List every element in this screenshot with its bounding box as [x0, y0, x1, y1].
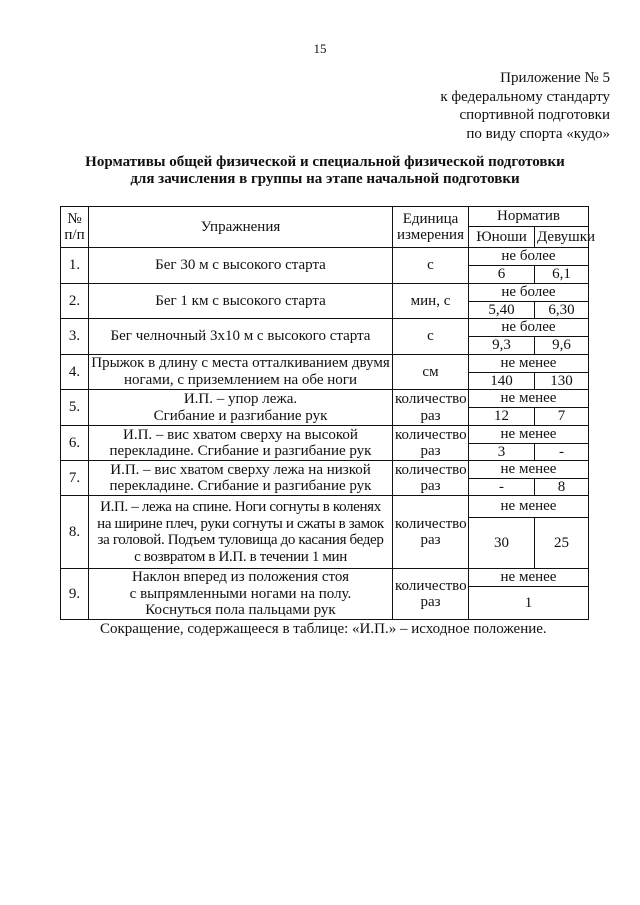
table-row	[61, 319, 589, 337]
unit-line: см	[422, 363, 439, 380]
table-row	[61, 248, 589, 266]
header-boys: Юноши	[469, 227, 535, 248]
unit-cell	[393, 426, 469, 461]
row-number: 3.	[61, 319, 89, 355]
exercise-cell	[89, 569, 393, 620]
exercise-cell	[89, 390, 393, 426]
exercise-line: Бег челночный 3х10 м с высокого старта	[110, 328, 371, 344]
exercise-line: за головой. Подъем туловища до касания бедер	[97, 532, 384, 548]
norm-value-boys: -	[469, 478, 535, 496]
unit-line: количество	[395, 515, 467, 532]
norm-value-girls: 7	[535, 408, 589, 426]
exercise-cell	[89, 283, 393, 319]
exercise-line: И.П. – упор лежа.	[183, 391, 298, 407]
exercise-line: с возвратом в И.П. в течении 1 мин	[134, 548, 347, 565]
header-row	[61, 207, 589, 227]
row-number: 2.	[61, 283, 89, 319]
exercise-line: Бег 1 км с высокого старта	[155, 292, 326, 309]
unit-line: с	[427, 328, 434, 344]
exercise-cell	[89, 319, 393, 355]
appendix-heading	[440, 69, 610, 143]
exercise-line: ногами, с приземлением на обе ноги	[124, 371, 357, 388]
norm-condition: не менее	[469, 426, 589, 444]
unit-cell	[393, 283, 469, 319]
unit-line: количество	[395, 426, 467, 443]
norm-value-girls: 9,6	[535, 337, 589, 355]
unit-line: раз	[420, 443, 441, 459]
header-norm: Норматив	[469, 207, 589, 227]
table-row	[61, 496, 589, 518]
unit-line: раз	[420, 407, 441, 424]
norm-value-boys: 30	[469, 518, 535, 569]
document-title	[60, 154, 590, 188]
norm-value-boys: 3	[469, 443, 535, 461]
norms-table	[60, 206, 596, 620]
exercise-line: Коснуться пола пальцами рук	[145, 602, 336, 619]
row-number: 6.	[61, 426, 89, 461]
unit-cell	[393, 569, 469, 620]
exercise-line: Сгибание и разгибание рук	[153, 407, 328, 424]
norms-table-body	[61, 207, 596, 620]
exercise-cell	[89, 354, 393, 390]
row-number: 7.	[61, 461, 89, 496]
header-unit: Единица измерения	[393, 207, 469, 248]
exercise-cell	[89, 496, 393, 569]
exercise-cell	[89, 248, 393, 284]
row-number: 8.	[61, 496, 89, 569]
page-number: 15	[313, 41, 327, 56]
norm-value-girls: 25	[535, 518, 589, 569]
norm-value-girls: -	[535, 443, 589, 461]
exercise-line: перекладине. Сгибание и разгибание рук	[109, 443, 372, 459]
title-line: Нормативы общей физической и специальной физической подготовки	[85, 154, 565, 170]
norm-condition: не более	[469, 319, 589, 337]
exercise-line: с выпрямленными ногами на полу.	[129, 585, 352, 602]
exercise-cell	[89, 461, 393, 496]
norm-value-girls: 130	[535, 372, 589, 390]
norm-condition: не менее	[469, 496, 589, 518]
norm-condition: не менее	[469, 354, 589, 372]
appendix-line: по виду спорта «кудо»	[466, 125, 610, 142]
norm-value-girls: 6,30	[535, 301, 589, 319]
unit-cell	[393, 461, 469, 496]
unit-line: количество	[395, 577, 467, 594]
norm-condition: не менее	[469, 461, 589, 479]
row-number: 5.	[61, 390, 89, 426]
table-row	[61, 390, 589, 408]
unit-line: с	[427, 257, 434, 273]
norm-condition: не более	[469, 248, 589, 266]
norm-condition: не менее	[469, 390, 589, 408]
unit-line: мин, с	[410, 292, 451, 309]
footnote: Сокращение, содержащееся в таблице: «И.П.» – исходное положение.	[100, 621, 547, 637]
exercise-line: Бег 30 м с высокого старта	[155, 257, 326, 273]
unit-line: раз	[420, 478, 441, 494]
exercise-line: Наклон вперед из положения стоя	[132, 569, 349, 586]
header-num: № п/п	[61, 207, 89, 248]
exercise-line: И.П. – вис хватом сверху лежа на низкой	[110, 461, 371, 478]
unit-cell	[393, 319, 469, 355]
norm-value-boys: 9,3	[469, 337, 535, 355]
table-row	[61, 461, 589, 479]
table-row	[61, 426, 589, 444]
exercise-line: на ширине плеч, руки согнуты и сжаты в замок	[97, 515, 384, 532]
title-line: для зачисления в группы на этапе начальной подготовки	[130, 171, 520, 187]
row-number: 4.	[61, 354, 89, 390]
unit-cell	[393, 390, 469, 426]
norm-value-both: 1	[469, 587, 589, 620]
table-row	[61, 354, 589, 372]
unit-line: раз	[420, 532, 441, 548]
exercise-line: И.П. – вис хватом сверху на высокой	[123, 426, 358, 443]
norm-value-boys: 6	[469, 266, 535, 284]
header-exercise: Упражнения	[89, 207, 393, 248]
appendix-line: спортивной подготовки	[459, 107, 610, 123]
row-number: 1.	[61, 248, 89, 284]
appendix-line: Приложение № 5	[500, 70, 610, 86]
norm-condition: не менее	[469, 569, 589, 587]
table-row	[61, 569, 589, 587]
norm-value-girls: 6,1	[535, 266, 589, 284]
unit-line: раз	[420, 594, 441, 610]
unit-cell	[393, 248, 469, 284]
appendix-line: к федеральному стандарту	[440, 88, 610, 105]
exercise-line: Прыжок в длину с места отталкиванием двумя	[91, 355, 390, 372]
norm-value-boys: 12	[469, 408, 535, 426]
header-girls: Девушки	[535, 227, 589, 248]
exercise-line: И.П. – лежа на спине. Ноги согнуты в коленях	[100, 499, 381, 515]
unit-cell	[393, 354, 469, 390]
unit-line: количество	[395, 461, 467, 478]
exercise-cell	[89, 426, 393, 461]
row-number: 9.	[61, 569, 89, 620]
norm-value-girls: 8	[535, 478, 589, 496]
norm-value-boys: 140	[469, 372, 535, 390]
unit-cell	[393, 496, 469, 569]
table-row	[61, 283, 589, 301]
norm-condition: не более	[469, 283, 589, 301]
norm-value-boys: 5,40	[469, 301, 535, 319]
exercise-line: перекладине. Сгибание и разгибание рук	[109, 478, 372, 494]
unit-line: количество	[395, 391, 467, 407]
